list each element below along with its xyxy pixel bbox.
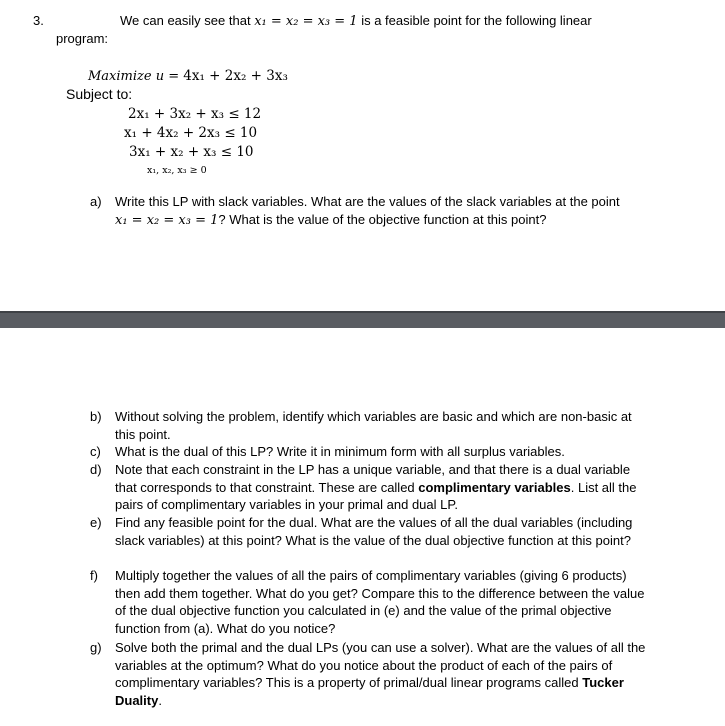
question-b-text: Without solving the problem, identify which variables are basic and which are non-basic at this point. — [115, 409, 632, 442]
question-a-label: a) — [90, 194, 102, 209]
question-f-label: f) — [90, 568, 98, 583]
constraint-1: 2x₁ + 3x₂ + x₃ ≤ 12 — [128, 106, 262, 122]
question-g-text-end: . — [158, 692, 162, 708]
question-b-label: b) — [90, 409, 102, 424]
question-d-label: d) — [90, 462, 102, 477]
constraint-3: 3x₁ + x₂ + x₃ ≤ 10 — [129, 144, 254, 160]
question-a-point: x₁ = x₂ = x₃ = 1 — [115, 212, 219, 228]
question-a-text: Write this LP with slack variables. What are the values of the slack variables at the point — [115, 194, 620, 209]
question-e-text: Find any feasible point for the dual. What are the values of all the dual variables (including slack variables) at this point? What is the value of the dual objective function at this point? — [115, 515, 633, 548]
intro-program: program: — [56, 31, 109, 46]
question-d-bold: complimentary variables — [418, 479, 571, 495]
subject-to-label: Subject to: — [66, 86, 133, 102]
question-d-text-end: . List all the pairs of complimentary variables in your primal and dual LP. — [115, 479, 637, 512]
intro-text: We can easily see that — [120, 13, 251, 28]
problem-number: 3. — [33, 13, 44, 28]
page-divider — [0, 311, 725, 328]
objective-expression: 4x₁ + 2x₂ + 3x₃ — [183, 68, 288, 84]
question-a-rest: ? What is the value of the objective function at this point? — [218, 211, 547, 227]
question-g-text: Solve both the primal and the dual LPs (you can use a solver). What are the values of all the variables at the optimum? What do you notice about the product of each of the pairs of complimentary variables? This is a property of primal/dual linear programs called — [115, 640, 646, 690]
intro-rest: is a feasible point for the following linear — [361, 13, 592, 28]
question-c — [90, 443, 650, 461]
question-c-text: What is the dual of this LP? Write it in minimum form with all surplus variables. — [115, 444, 565, 459]
question-f — [90, 567, 650, 637]
question-e-label: e) — [90, 515, 102, 530]
question-f-text: Multiply together the values of all the pairs of complimentary variables (giving 6 products) then add them together. What do you get? Compare this to the difference between the value of the dual objective function you calculated in (e) and the value of the primal objective function from (a). What do you notice? — [115, 568, 645, 636]
question-a — [90, 193, 650, 229]
constraint-2: x₁ + 4x₂ + 2x₃ ≤ 10 — [124, 125, 258, 141]
intro-line — [120, 12, 592, 31]
intro-point: x₁ = x₂ = x₃ = 1 — [254, 14, 358, 29]
question-b — [90, 408, 650, 443]
question-d — [90, 461, 650, 514]
objective-function — [88, 67, 288, 86]
question-g-bold: Tucker Duality — [115, 675, 624, 708]
question-g-label: g) — [90, 640, 102, 655]
question-g — [90, 639, 650, 709]
objective-prefix: Maximize u = — [88, 69, 184, 84]
question-d-text: Note that each constraint in the LP has a unique variable, and that there is a dual variable that corresponds to that constraint. These are called — [115, 462, 631, 495]
nonnegativity-constraint: x₁, x₂, x₃ ≥ 0 — [147, 165, 207, 176]
question-c-label: c) — [90, 444, 101, 459]
question-e — [90, 514, 650, 549]
